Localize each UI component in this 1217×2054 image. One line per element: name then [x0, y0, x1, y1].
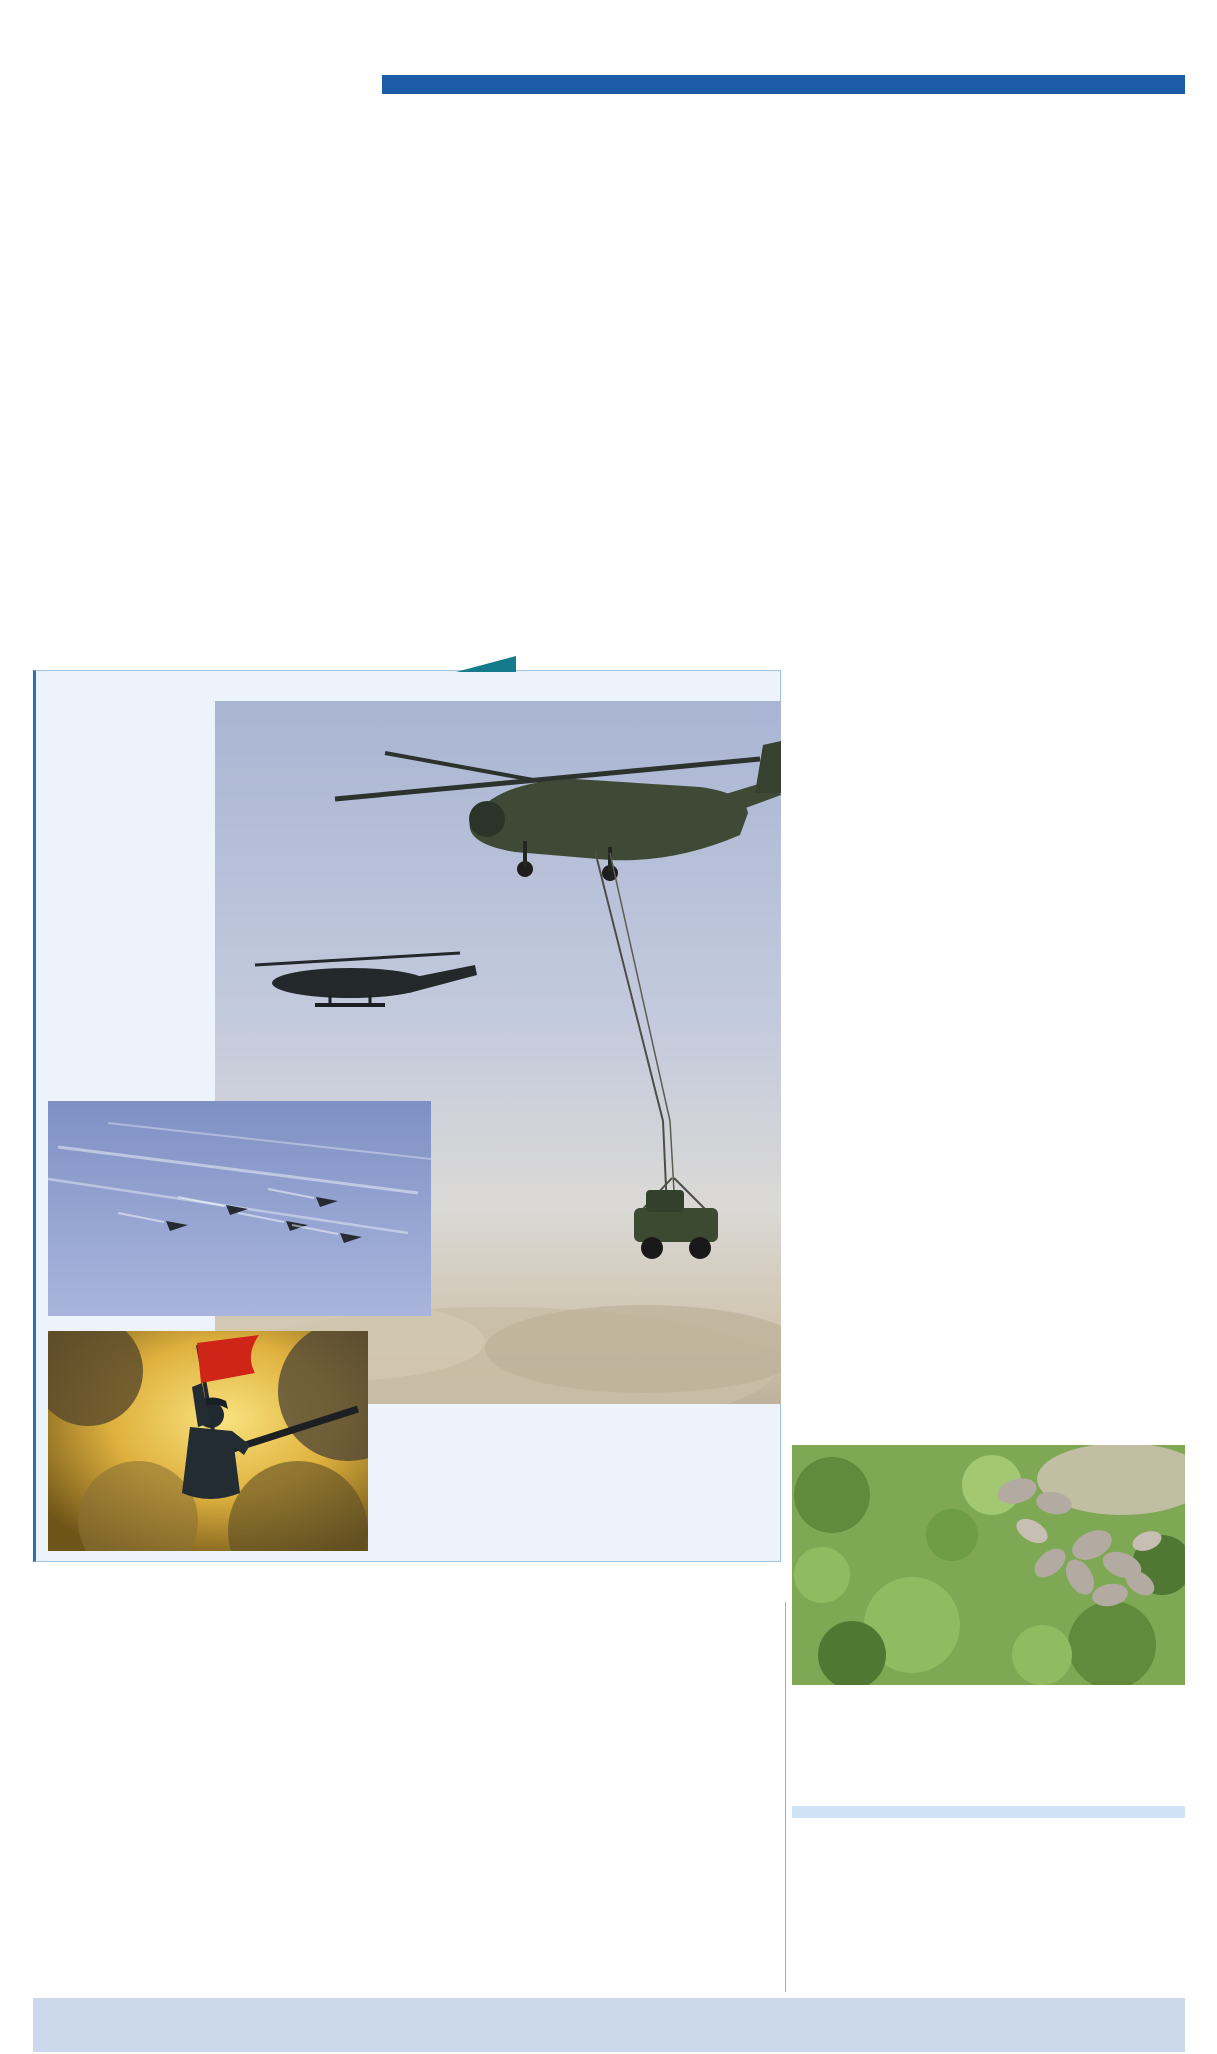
article-column — [20, 1614, 264, 1866]
rx-article-columns — [792, 1126, 1185, 1440]
column-divider-rule — [785, 1602, 786, 1992]
military-exercise-feature-box — [33, 670, 781, 1562]
article-column — [616, 246, 797, 666]
jets-formation-photo — [48, 1101, 431, 1316]
main-article-columns — [33, 246, 1185, 666]
article-column — [421, 246, 602, 666]
soldier-flag-photo — [48, 1331, 368, 1551]
section-separator-bar — [792, 1806, 1185, 1818]
article-column — [996, 788, 1185, 1068]
footer-info-bar — [33, 1998, 1185, 2052]
article-column — [792, 1126, 981, 1440]
header-blue-bar — [382, 75, 1185, 94]
article-column — [33, 246, 214, 666]
continued-article-columns — [792, 1826, 1185, 1992]
article-column — [810, 246, 991, 666]
defense-columns — [20, 1614, 780, 1866]
article-column — [278, 1614, 522, 1866]
corner-decoration — [456, 656, 516, 672]
article-column — [792, 788, 981, 1068]
fm-article-columns — [792, 788, 1185, 1068]
article-column — [792, 1826, 981, 1992]
article-column — [996, 1126, 1185, 1440]
article-column — [1004, 246, 1185, 666]
elephant-herd-photo — [792, 1445, 1185, 1685]
defense-article — [20, 1598, 780, 1866]
wire-credit — [1004, 664, 1185, 666]
article-column — [227, 246, 408, 666]
article-column — [996, 1826, 1185, 1992]
article-column — [536, 1614, 780, 1866]
